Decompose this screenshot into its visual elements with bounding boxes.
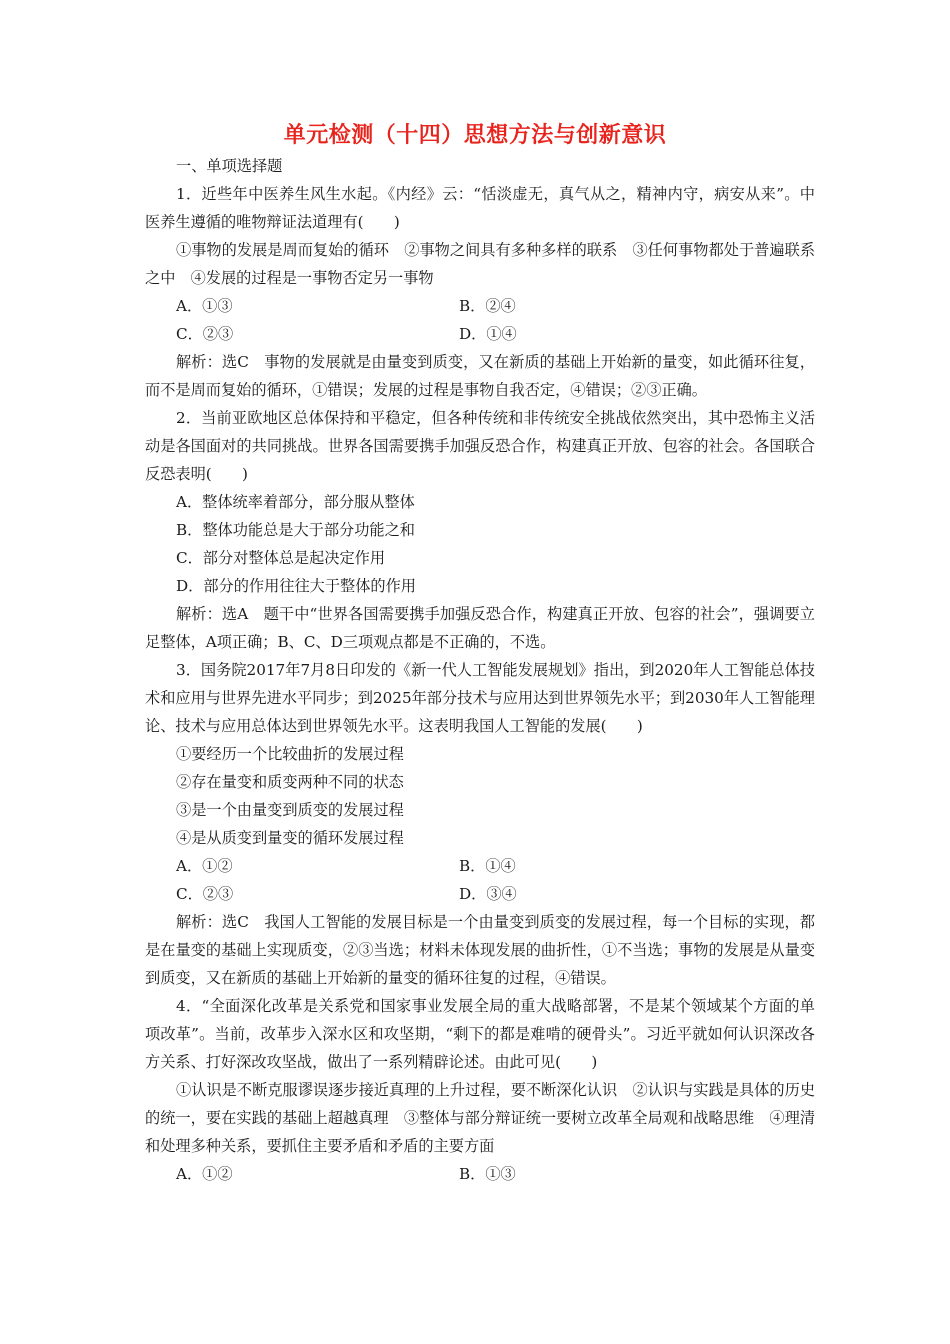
question-1-stem: 1．近些年中医养生风生水起。《内经》云：“恬淡虚无，真气从之，精神内守，病安从来”。中医养生遵循的唯物辩证法道理有( ) [145, 185, 815, 231]
question-1-options-row-2 [145, 320, 815, 348]
question-3-option-c: C．②③ [176, 885, 234, 903]
question-4-statements: ①认识是不断克服谬误逐步接近真理的上升过程，要不断深化认识 ②认识与实践是具体的历史的统一，要在实践的基础上超越真理 ③整体与部分辩证统一要树立改革全局观和战略思维 ④理清和处理多种关系，要抓住主要矛盾和矛盾的主要方面 [145, 1081, 815, 1155]
page-title: 单元检测（十四）思想方法与创新意识 [283, 123, 667, 148]
document-body [145, 152, 815, 1188]
question-3-statement-1: ①要经历一个比较曲折的发展过程 [176, 745, 404, 763]
question-4-options-row-1 [145, 1160, 815, 1188]
question-3-statement-2: ②存在量变和质变两种不同的状态 [176, 773, 404, 791]
question-3-option-b: B．①④ [459, 857, 516, 875]
question-1-options-row-1 [145, 292, 815, 320]
question-3-options-row-2 [145, 880, 815, 908]
question-1-statements: ①事物的发展是周而复始的循环 ②事物之间具有多种多样的联系 ③任何事物都处于普遍联系之中 ④发展的过程是一事物否定另一事物 [145, 241, 815, 287]
question-2-stem: 2．当前亚欧地区总体保持和平稳定，但各种传统和非传统安全挑战依然突出，其中恐怖主义活动是各国面对的共同挑战。世界各国需要携手加强反恐合作，构建真正开放、包容的社会。各国联合反恐表明( ) [145, 409, 815, 483]
section-heading: 一、单项选择题 [176, 157, 283, 175]
question-3-statement-3: ③是一个由量变到质变的发展过程 [176, 801, 404, 819]
question-3-statement-4: ④是从质变到量变的循环发展过程 [176, 829, 404, 847]
question-1-option-d: D．①④ [459, 325, 517, 343]
question-1-option-b: B．②④ [459, 297, 516, 315]
question-4-stem: 4．“全面深化改革是关系党和国家事业发展全局的重大战略部署，不是某个领域某个方面的单项改革”。当前，改革步入深水区和攻坚期，“剩下的都是难啃的硬骨头”。习近平就如何认识深改各方关系、打好深改攻坚战，做出了一系列精辟论述。由此可见( ) [145, 997, 815, 1071]
question-1-analysis: 解析：选C 事物的发展就是由量变到质变，又在新质的基础上开始新的量变，如此循环往复，而不是周而复始的循环，①错误；发展的过程是事物自我否定，④错误；②③正确。 [145, 353, 815, 399]
question-3-options-row-1 [145, 852, 815, 880]
question-3-stem: 3．国务院2017年7月8日印发的《新一代人工智能发展规划》指出，到2020年人工智能总体技术和应用与世界先进水平同步；到2025年部分技术与应用达到世界领先水平；到2030年人工智能理论、技术与应用总体达到世界领先水平。这表明我国人工智能的发展( ) [145, 661, 815, 735]
question-2-option-d: D．部分的作用往往大于整体的作用 [176, 577, 416, 595]
question-4-option-a: A．①② [176, 1165, 233, 1183]
question-3-analysis: 解析：选C 我国人工智能的发展目标是一个由量变到质变的发展过程，每一个目标的实现，都是在量变的基础上实现质变，②③当选；材料未体现发展的曲折性，①不当选；事物的发展是从量变到质变，又在新质的基础上开始新的量变的循环往复的过程，④错误。 [145, 913, 815, 987]
question-2-option-b: B．整体功能总是大于部分功能之和 [176, 521, 415, 539]
question-2-option-c: C．部分对整体总是起决定作用 [176, 549, 386, 567]
question-3-option-d: D．③④ [459, 885, 517, 903]
question-2-option-a: A．整体统率着部分，部分服从整体 [176, 493, 415, 511]
question-2-analysis: 解析：选A 题干中“世界各国需要携手加强反恐合作，构建真正开放、包容的社会”，强调要立足整体，A项正确；B、C、D三项观点都是不正确的，不选。 [145, 605, 815, 651]
question-4-option-b: B．①③ [459, 1165, 516, 1183]
question-1-option-c: C．②③ [176, 325, 234, 343]
question-1-option-a: A．①③ [176, 297, 233, 315]
question-3-option-a: A．①② [176, 857, 233, 875]
